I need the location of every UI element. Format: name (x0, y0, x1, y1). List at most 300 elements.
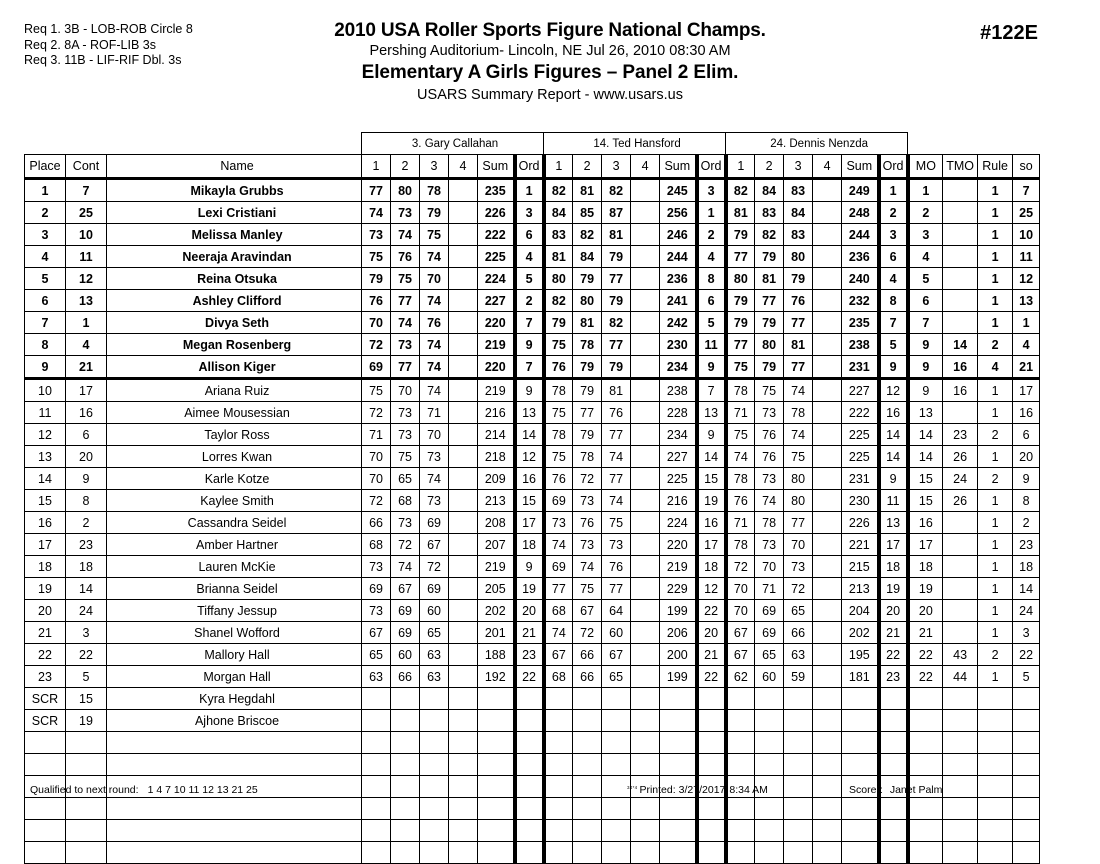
table-row[interactable] (25, 446, 1040, 468)
cell-j2-fig3: 79 (602, 356, 631, 379)
cell-j1-fig3: 73 (420, 490, 449, 512)
cell-j3-fig4 (813, 688, 842, 710)
header-tmo: TMO (943, 155, 978, 179)
cell-j1-fig1: 75 (362, 246, 391, 268)
cell-j1-fig1: 70 (362, 446, 391, 468)
cell-j2-fig1: 74 (544, 622, 573, 644)
cell-j3-fig3: 77 (784, 512, 813, 534)
cell-j1-fig4 (449, 379, 478, 402)
cell-j2-sum: 227 (660, 446, 697, 468)
cell-rule: 1 (978, 224, 1013, 246)
table-row[interactable] (25, 688, 1040, 710)
cell-j1-fig3 (420, 798, 449, 820)
table-row[interactable] (25, 556, 1040, 578)
cell-j1-fig4 (449, 202, 478, 224)
cell-j1-sum: 227 (478, 290, 515, 312)
cell-j3-fig4 (813, 356, 842, 379)
cell-j3-ord: 18 (879, 556, 908, 578)
table-row[interactable] (25, 202, 1040, 224)
cell-j3-fig4 (813, 534, 842, 556)
cell-j3-fig2: 65 (755, 644, 784, 666)
cell-so (1013, 842, 1040, 864)
cell-j3-ord: 1 (879, 179, 908, 202)
cell-j1-sum: 214 (478, 424, 515, 446)
table-row[interactable] (25, 268, 1040, 290)
cell-j1-fig4 (449, 578, 478, 600)
cell-cont: 13 (66, 290, 107, 312)
cell-name: Shanel Wofford (107, 622, 362, 644)
cell-mo: 1 (908, 179, 943, 202)
results-table (24, 132, 1040, 864)
table-row-empty[interactable] (25, 820, 1040, 842)
cell-j2-fig1: 80 (544, 268, 573, 290)
cell-j2-fig1: 67 (544, 644, 573, 666)
cell-cont (66, 842, 107, 864)
header-j2-f3: 3 (602, 155, 631, 179)
cell-j1-fig2: 70 (391, 379, 420, 402)
requirement-line: Req 1. 3B - LOB-ROB Circle 8 (24, 22, 193, 36)
cell-j2-fig4 (631, 556, 660, 578)
cell-j2-fig1: 75 (544, 402, 573, 424)
cell-j2-sum: 244 (660, 246, 697, 268)
cell-j2-fig1: 77 (544, 578, 573, 600)
cell-j1-sum: 219 (478, 379, 515, 402)
cell-j1-fig4 (449, 312, 478, 334)
cell-j1-fig3 (420, 754, 449, 776)
cell-j3-fig2: 79 (755, 312, 784, 334)
table-row-empty[interactable] (25, 732, 1040, 754)
cell-j2-fig1: 82 (544, 290, 573, 312)
cell-rule (978, 842, 1013, 864)
cell-j3-ord: 13 (879, 512, 908, 534)
table-row[interactable] (25, 290, 1040, 312)
table-row-empty[interactable] (25, 842, 1040, 864)
cell-j3-fig2: 69 (755, 600, 784, 622)
cell-tmo (943, 534, 978, 556)
cell-so: 20 (1013, 446, 1040, 468)
cell-j3-fig2: 81 (755, 268, 784, 290)
cell-mo (908, 820, 943, 842)
cell-rule: 1 (978, 202, 1013, 224)
cell-j2-ord: 9 (697, 356, 726, 379)
cell-j3-ord: 11 (879, 490, 908, 512)
cell-j2-fig1 (544, 754, 573, 776)
cell-j3-fig3: 75 (784, 446, 813, 468)
cell-j1-fig1: 65 (362, 644, 391, 666)
cell-j1-fig2: 66 (391, 666, 420, 688)
cell-j2-fig3: 75 (602, 512, 631, 534)
cell-j3-ord: 21 (879, 622, 908, 644)
cell-j2-fig4 (631, 268, 660, 290)
cell-j1-fig3: 72 (420, 556, 449, 578)
cell-j1-fig4 (449, 666, 478, 688)
cell-j2-fig1: 82 (544, 179, 573, 202)
table-row[interactable] (25, 224, 1040, 246)
table-row[interactable] (25, 402, 1040, 424)
cell-j3-fig2 (755, 820, 784, 842)
cell-j3-ord: 14 (879, 424, 908, 446)
cell-j3-fig2: 60 (755, 666, 784, 688)
cell-j2-fig4 (631, 842, 660, 864)
table-row[interactable] (25, 622, 1040, 644)
cell-j1-fig2: 73 (391, 202, 420, 224)
cell-tmo: 16 (943, 356, 978, 379)
cell-j3-fig4 (813, 578, 842, 600)
cell-j2-fig4 (631, 666, 660, 688)
cell-mo: 16 (908, 512, 943, 534)
cell-j2-sum (660, 732, 697, 754)
cell-j2-fig4 (631, 688, 660, 710)
cell-j1-sum: 216 (478, 402, 515, 424)
cell-j3-fig4 (813, 710, 842, 732)
cell-j1-sum (478, 798, 515, 820)
cell-j2-fig2: 81 (573, 179, 602, 202)
cell-mo (908, 710, 943, 732)
cell-j3-sum: 226 (842, 512, 879, 534)
cell-mo: 2 (908, 202, 943, 224)
results-sheet (24, 132, 1036, 864)
competition-title: 2010 USA Roller Sports Figure National Champs. (334, 20, 766, 41)
cell-place: 10 (25, 379, 66, 402)
cell-j3-fig1: 75 (726, 356, 755, 379)
cell-mo: 7 (908, 312, 943, 334)
cell-name: Amber Hartner (107, 534, 362, 556)
cell-rule: 2 (978, 334, 1013, 356)
cell-j1-sum: 213 (478, 490, 515, 512)
cell-j3-fig3: 63 (784, 644, 813, 666)
cell-place: 20 (25, 600, 66, 622)
header-j2-f4: 4 (631, 155, 660, 179)
cell-j2-fig3 (602, 710, 631, 732)
cell-j3-fig3 (784, 688, 813, 710)
cell-j2-fig1: 76 (544, 356, 573, 379)
table-row[interactable] (25, 490, 1040, 512)
cell-rule: 1 (978, 512, 1013, 534)
cell-j2-fig1: 74 (544, 534, 573, 556)
cell-rule: 1 (978, 402, 1013, 424)
cell-j3-fig3: 80 (784, 468, 813, 490)
header-rule: Rule (978, 155, 1013, 179)
cell-j3-fig3: 84 (784, 202, 813, 224)
cell-j3-ord: 23 (879, 666, 908, 688)
cell-j3-fig4 (813, 334, 842, 356)
cell-cont (66, 754, 107, 776)
cell-name: Reina Otsuka (107, 268, 362, 290)
cell-mo: 14 (908, 424, 943, 446)
cell-place: 18 (25, 556, 66, 578)
table-row[interactable] (25, 424, 1040, 446)
cell-j2-sum: 256 (660, 202, 697, 224)
cell-j3-sum: 236 (842, 246, 879, 268)
cell-j2-ord: 22 (697, 666, 726, 688)
cell-j3-sum: 249 (842, 179, 879, 202)
table-row-empty[interactable] (25, 798, 1040, 820)
cell-j3-fig2: 73 (755, 402, 784, 424)
cell-tmo: 23 (943, 424, 978, 446)
cell-j1-fig1: 69 (362, 578, 391, 600)
cell-cont: 18 (66, 556, 107, 578)
cell-cont: 6 (66, 424, 107, 446)
cell-mo (908, 754, 943, 776)
requirement-line: Req 2. 8A - ROF-LIB 3s (24, 37, 156, 52)
cell-cont: 10 (66, 224, 107, 246)
table-row[interactable] (25, 312, 1040, 334)
cell-j3-fig1: 62 (726, 666, 755, 688)
cell-cont: 17 (66, 379, 107, 402)
cell-tmo (943, 312, 978, 334)
cell-j3-fig1: 79 (726, 312, 755, 334)
cell-tmo (943, 688, 978, 710)
cell-rule: 1 (978, 490, 1013, 512)
cell-tmo (943, 290, 978, 312)
cell-name: Megan Rosenberg (107, 334, 362, 356)
table-row[interactable] (25, 710, 1040, 732)
cell-j3-sum: 202 (842, 622, 879, 644)
cell-j1-fig2 (391, 710, 420, 732)
cell-j1-fig4 (449, 334, 478, 356)
cell-j2-fig2 (573, 688, 602, 710)
cell-j1-fig4 (449, 446, 478, 468)
cell-cont: 5 (66, 666, 107, 688)
cell-cont: 24 (66, 600, 107, 622)
cell-tmo: 26 (943, 446, 978, 468)
cell-j3-fig3: 81 (784, 334, 813, 356)
cell-rule: 1 (978, 622, 1013, 644)
cell-j2-fig2 (573, 798, 602, 820)
cell-j3-fig1: 80 (726, 268, 755, 290)
cell-j1-fig4 (449, 224, 478, 246)
cell-j3-ord (879, 842, 908, 864)
cell-j3-sum: 181 (842, 666, 879, 688)
cell-j3-fig2: 74 (755, 490, 784, 512)
cell-j3-sum: 244 (842, 224, 879, 246)
cell-rule: 2 (978, 468, 1013, 490)
cell-j2-ord (697, 842, 726, 864)
cell-j1-fig2: 74 (391, 224, 420, 246)
cell-j3-sum: 227 (842, 379, 879, 402)
cell-j3-fig2 (755, 754, 784, 776)
cell-rule (978, 688, 1013, 710)
cell-j3-sum (842, 820, 879, 842)
cell-j1-fig1 (362, 710, 391, 732)
cell-place (25, 754, 66, 776)
cell-j3-fig1 (726, 688, 755, 710)
cell-j2-ord: 17 (697, 534, 726, 556)
header-j1-ord: Ord (515, 155, 544, 179)
cell-rule (978, 754, 1013, 776)
table-row[interactable] (25, 666, 1040, 688)
table-row[interactable] (25, 246, 1040, 268)
cell-j2-fig2: 66 (573, 666, 602, 688)
cell-j1-sum (478, 842, 515, 864)
cell-j2-fig3 (602, 688, 631, 710)
cell-j2-fig4 (631, 490, 660, 512)
cell-j1-fig2: 67 (391, 578, 420, 600)
cell-j1-fig1: 70 (362, 312, 391, 334)
table-row[interactable] (25, 578, 1040, 600)
cell-j3-fig3: 72 (784, 578, 813, 600)
cell-name (107, 842, 362, 864)
cell-j1-fig2: 69 (391, 622, 420, 644)
cell-place: 17 (25, 534, 66, 556)
table-row[interactable] (25, 600, 1040, 622)
cell-j1-fig3: 74 (420, 246, 449, 268)
cell-j2-fig2: 76 (573, 512, 602, 534)
cell-j3-fig1: 79 (726, 290, 755, 312)
table-row-empty[interactable] (25, 754, 1040, 776)
cell-j1-fig2 (391, 688, 420, 710)
cell-j1-fig2: 65 (391, 468, 420, 490)
cell-name: Divya Seth (107, 312, 362, 334)
cell-j3-sum (842, 754, 879, 776)
cell-j3-fig1: 74 (726, 446, 755, 468)
cell-j2-sum: 199 (660, 600, 697, 622)
cell-j1-fig4 (449, 424, 478, 446)
table-row[interactable] (25, 356, 1040, 379)
table-row[interactable] (25, 379, 1040, 402)
cell-j1-ord (515, 710, 544, 732)
cell-j2-ord: 22 (697, 600, 726, 622)
cell-j2-fig2: 67 (573, 600, 602, 622)
cell-j3-fig2 (755, 798, 784, 820)
cell-j1-fig3: 75 (420, 224, 449, 246)
cell-j1-ord: 5 (515, 268, 544, 290)
cell-j1-fig2 (391, 820, 420, 842)
cell-j2-fig4 (631, 754, 660, 776)
cell-tmo (943, 732, 978, 754)
cell-rule: 1 (978, 312, 1013, 334)
cell-tmo (943, 600, 978, 622)
cell-j1-fig4 (449, 842, 478, 864)
table-row[interactable] (25, 179, 1040, 202)
cell-j2-fig2: 74 (573, 556, 602, 578)
cell-place: 23 (25, 666, 66, 688)
cell-so: 3 (1013, 622, 1040, 644)
cell-so (1013, 820, 1040, 842)
cell-place: 13 (25, 446, 66, 468)
cell-so: 11 (1013, 246, 1040, 268)
cell-cont: 21 (66, 356, 107, 379)
cell-j1-fig2: 73 (391, 512, 420, 534)
cell-j2-sum (660, 842, 697, 864)
cell-j1-ord: 9 (515, 334, 544, 356)
cell-j3-fig1 (726, 710, 755, 732)
cell-j3-ord: 16 (879, 402, 908, 424)
cell-tmo (943, 820, 978, 842)
cell-j1-fig2 (391, 754, 420, 776)
cell-j1-fig1: 72 (362, 490, 391, 512)
cell-name: Taylor Ross (107, 424, 362, 446)
cell-j2-sum: 229 (660, 578, 697, 600)
cell-mo (908, 798, 943, 820)
cell-name: Neeraja Aravindan (107, 246, 362, 268)
cell-j3-fig2: 82 (755, 224, 784, 246)
cell-j3-fig3: 80 (784, 246, 813, 268)
table-row[interactable] (25, 534, 1040, 556)
cell-j3-fig3: 83 (784, 224, 813, 246)
cell-j2-ord: 8 (697, 268, 726, 290)
cell-j2-fig1 (544, 732, 573, 754)
cell-j2-sum: 206 (660, 622, 697, 644)
cell-j2-fig1 (544, 820, 573, 842)
cell-j2-fig3: 76 (602, 556, 631, 578)
cell-j2-ord: 2 (697, 224, 726, 246)
cell-j3-fig2: 71 (755, 578, 784, 600)
header-j2-f1: 1 (544, 155, 573, 179)
table-row[interactable] (25, 512, 1040, 534)
cell-j2-fig4 (631, 179, 660, 202)
cell-cont: 12 (66, 268, 107, 290)
cell-j1-fig4 (449, 290, 478, 312)
cell-j3-fig4 (813, 179, 842, 202)
cell-j2-sum: 238 (660, 379, 697, 402)
cell-j2-ord: 7 (697, 379, 726, 402)
cell-j3-fig2: 83 (755, 202, 784, 224)
cell-j1-ord: 7 (515, 356, 544, 379)
cell-j1-fig2: 75 (391, 446, 420, 468)
cell-j3-ord (879, 710, 908, 732)
cell-j3-sum (842, 732, 879, 754)
cell-j2-ord (697, 754, 726, 776)
scorer-name: Janet Palm (889, 784, 943, 796)
cell-j3-ord: 8 (879, 290, 908, 312)
cell-j1-fig3: 74 (420, 468, 449, 490)
cell-j3-fig3 (784, 732, 813, 754)
cell-j1-fig4 (449, 710, 478, 732)
cell-rule: 1 (978, 556, 1013, 578)
cell-j3-fig2: 73 (755, 534, 784, 556)
cell-j3-ord: 14 (879, 446, 908, 468)
cell-j2-fig2: 66 (573, 644, 602, 666)
cell-j1-fig3: 70 (420, 424, 449, 446)
cell-j1-ord (515, 732, 544, 754)
cell-j1-ord: 17 (515, 512, 544, 534)
cell-j1-fig4 (449, 556, 478, 578)
cell-so: 10 (1013, 224, 1040, 246)
cell-place: 15 (25, 490, 66, 512)
cell-j2-fig2: 72 (573, 622, 602, 644)
table-row[interactable] (25, 468, 1040, 490)
table-row[interactable] (25, 334, 1040, 356)
cell-j1-fig1 (362, 732, 391, 754)
cell-rule (978, 732, 1013, 754)
header-place: Place (25, 155, 66, 179)
table-row[interactable] (25, 644, 1040, 666)
cell-j2-fig1 (544, 842, 573, 864)
cell-j3-fig3: 74 (784, 379, 813, 402)
cell-j1-sum: 202 (478, 600, 515, 622)
cell-j1-fig3: 74 (420, 290, 449, 312)
cell-j2-fig4 (631, 379, 660, 402)
cell-j2-ord (697, 710, 726, 732)
cell-j3-fig3: 66 (784, 622, 813, 644)
cell-rule: 1 (978, 268, 1013, 290)
cell-mo: 20 (908, 600, 943, 622)
cell-j2-fig2: 85 (573, 202, 602, 224)
cell-j2-fig2: 73 (573, 490, 602, 512)
cell-so (1013, 710, 1040, 732)
cell-j3-ord (879, 688, 908, 710)
cell-j3-fig2 (755, 732, 784, 754)
cell-j3-ord: 19 (879, 578, 908, 600)
column-header-row (25, 155, 1040, 179)
cell-j2-fig1 (544, 710, 573, 732)
cell-mo: 5 (908, 268, 943, 290)
cell-j1-fig3 (420, 820, 449, 842)
judge-name-1: 3. Gary Callahan (362, 133, 544, 155)
header-j3-f2: 2 (755, 155, 784, 179)
cell-j1-fig2: 75 (391, 268, 420, 290)
